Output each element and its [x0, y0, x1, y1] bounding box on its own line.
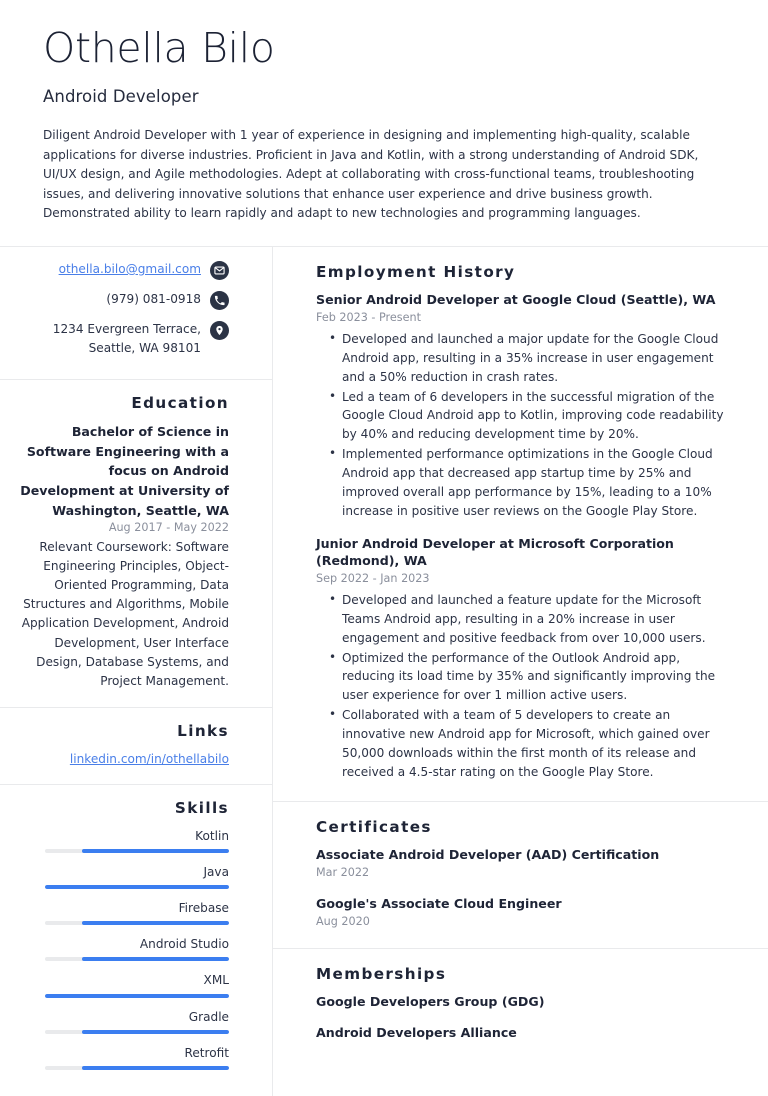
skills-heading: Skills [174, 798, 229, 817]
list-item: • Developed and launched a major update for the Google Cloud Android app, resulting in a 35% increase in user engagement and a 50% reduction in crash rates. [342, 330, 725, 387]
skill-item [20, 899, 229, 925]
employment-entry [316, 291, 725, 521]
list-item: • Led a team of 6 developers in the successful migration of the Google Cloud Android app to Kotlin, improving code readability by 40% and reducing development time by 20%. [342, 388, 725, 445]
contact-item-email[interactable] [20, 260, 229, 280]
skill-bar-fill [82, 1030, 229, 1034]
address-value: 1234 Evergreen Terrace, Seattle, WA 98101 [52, 321, 201, 355]
list-item: • Developed and launched a feature update for the Microsoft Teams Android app, resulting in a 20% increase in user engagement and positive feedback from over 10,000 users. [342, 591, 725, 648]
skill-bar-fill [82, 1066, 229, 1070]
resume-header [0, 0, 768, 246]
sidebar [0, 247, 273, 1096]
phone-icon [210, 291, 229, 310]
education-date: Aug 2017 - May 2022 [108, 521, 229, 535]
location-pin-icon [210, 321, 229, 340]
employment-bullets [316, 591, 725, 782]
professional-summary: Diligent Android Developer with 1 year of experience in designing and implementing high-quality, scalable applications for diverse industries. Proficient in Java and Kotlin, with a strong understanding of Android SDK, UI/UX design, and Agile methodologies. Adept at collaborating with cross-functional teams, troubleshooting issues, and delivering innovative solutions that enhance user experience and drive business growth. Demonstrated ability to learn rapidly and adapt to new technologies and programming languages. [43, 128, 699, 221]
certificate-date: Mar 2022 [316, 866, 370, 880]
memberships-section [273, 949, 768, 1062]
skill-bar-track [45, 921, 229, 925]
phone-value: (979) 081-0918 [106, 291, 201, 306]
skill-item [20, 935, 229, 961]
page-title: Othella Bilo [43, 24, 275, 72]
job-title: Android Developer [43, 87, 199, 107]
employment-title: Junior Android Developer at Microsoft Corporation (Redmond), WA [316, 535, 674, 568]
skill-bar-fill [45, 994, 229, 998]
certificate-title: Google's Associate Cloud Engineer [316, 895, 562, 911]
education-entry [20, 422, 229, 690]
contact-item-phone[interactable] [20, 290, 229, 310]
memberships-heading: Memberships [316, 964, 447, 983]
skill-label: Java [203, 865, 229, 880]
education-description: Relevant Coursework: Software Engineering Principles, Object-Oriented Programming, Data Structures and Algorithms, Mobile Application Development, Android Development, User Interface Design, Database Systems, and Project Management. [21, 540, 229, 688]
certificates-heading: Certificates [316, 817, 432, 836]
skill-bar-fill [82, 921, 229, 925]
membership-title: Google Developers Group (GDG) [316, 993, 545, 1009]
skill-label: Android Studio [139, 937, 229, 952]
contact-item-address [20, 320, 229, 357]
skill-bar-track [45, 885, 229, 889]
links-section [0, 708, 272, 784]
skill-label: Kotlin [195, 828, 229, 843]
membership-entry [316, 1024, 725, 1041]
skill-bar-track [45, 849, 229, 853]
education-title: Bachelor of Science in Software Engineering with a focus on Android Development at University of Washington, Seattle, WA [20, 424, 229, 518]
skill-bar-track [45, 1066, 229, 1070]
skill-bar-track [45, 994, 229, 998]
contact-section [0, 247, 272, 379]
skill-bar-fill [82, 957, 229, 961]
employment-date: Feb 2023 - Present [316, 311, 421, 325]
certificates-section [273, 802, 768, 948]
employment-entry [316, 535, 725, 782]
certificate-entry [316, 846, 725, 881]
membership-title: Android Developers Alliance [316, 1025, 517, 1041]
skill-item [20, 827, 229, 853]
skill-bar-fill [45, 885, 229, 889]
skill-item [20, 1008, 229, 1034]
employment-date: Sep 2022 - Jan 2023 [316, 572, 430, 586]
list-item: • Collaborated with a team of 5 developers to create an innovative new Android app for Microsoft, which gained over 50,000 downloads within the first month of its release and received a 4.5-star rating on the Google Play Store. [342, 706, 725, 781]
employment-section [273, 247, 768, 801]
membership-entry [316, 993, 725, 1010]
skill-bar-track [45, 1030, 229, 1034]
envelope-icon [210, 261, 229, 280]
list-item: • Optimized the performance of the Outlook Android app, reducing its load time by 35% and significantly improving the user experience for over 1 million active users. [342, 649, 725, 706]
skill-label: Retrofit [184, 1045, 229, 1060]
certificate-title: Associate Android Developer (AAD) Certification [316, 846, 660, 862]
certificate-date: Aug 2020 [316, 915, 370, 929]
skill-bar-track [45, 957, 229, 961]
certificate-entry [316, 895, 725, 930]
employment-title: Senior Android Developer at Google Cloud (Seattle), WA [316, 291, 716, 307]
skill-item [20, 971, 229, 997]
list-item: • Implemented performance optimizations in the Google Cloud Android app that decreased app startup time by 25% and improved overall app performance by 15%, leading to a 10% increase in positive user reviews on the Google Play Store. [342, 445, 725, 520]
skill-item [20, 1044, 229, 1070]
skill-label: Firebase [178, 901, 229, 916]
links-heading: Links [177, 721, 229, 740]
skill-bar-fill [82, 849, 229, 853]
education-section [0, 380, 272, 706]
skill-label: Gradle [188, 1009, 229, 1024]
resume-body [0, 247, 768, 1096]
skills-section [0, 785, 272, 1096]
skill-item [20, 863, 229, 889]
employment-bullets [316, 330, 725, 521]
link-item-linkedin[interactable]: linkedin.com/in/othellabilo [69, 751, 229, 766]
skill-label: XML [203, 973, 229, 988]
main-content [273, 247, 768, 1096]
education-heading: Education [131, 394, 229, 413]
email-value[interactable]: othella.bilo@gmail.com [58, 261, 201, 276]
employment-heading: Employment History [316, 262, 516, 281]
